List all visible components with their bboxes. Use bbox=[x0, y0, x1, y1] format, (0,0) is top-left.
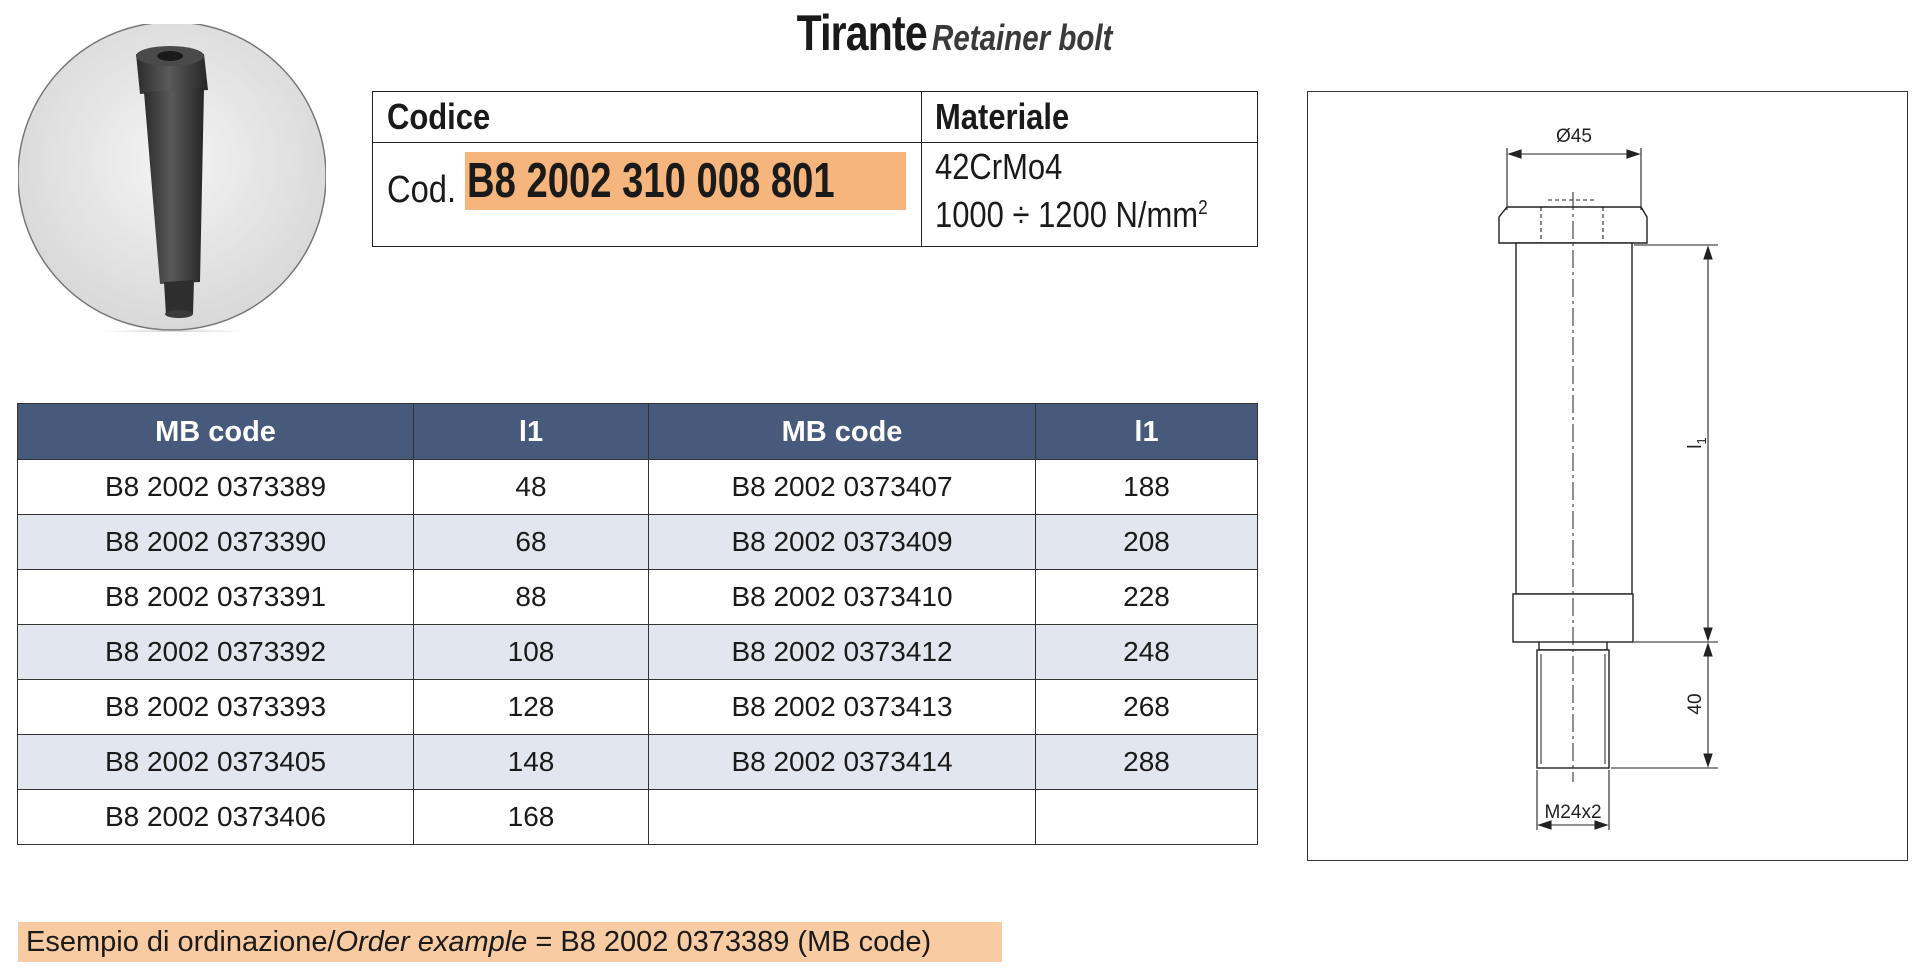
mb-code-cell: B8 2002 0373410 bbox=[649, 570, 1036, 625]
mb-code-cell: B8 2002 0373389 bbox=[18, 460, 414, 515]
table-row bbox=[18, 680, 1258, 735]
material-strength bbox=[935, 194, 1208, 236]
table-header-row bbox=[18, 404, 1258, 460]
dim-length bbox=[1685, 437, 1709, 448]
col-header-l1-2: l1 bbox=[1036, 404, 1258, 460]
dim-length-label: l bbox=[1685, 444, 1706, 449]
code-material-box bbox=[372, 91, 1258, 247]
material-name: 42CrMo4 bbox=[935, 146, 1063, 187]
dim-length-sub: 1 bbox=[1694, 437, 1709, 445]
dim-diameter: Ø45 bbox=[1556, 126, 1592, 147]
mb-code-cell: B8 2002 0373405 bbox=[18, 735, 414, 790]
mb-code-cell: B8 2002 0373406 bbox=[18, 790, 414, 845]
l1-cell: 188 bbox=[1036, 460, 1258, 515]
order-label-en: Order example bbox=[335, 926, 528, 958]
material-strength-value: 1000 ÷ 1200 N/mm bbox=[935, 194, 1199, 235]
mb-code-cell: B8 2002 0373392 bbox=[18, 625, 414, 680]
l1-cell: 68 bbox=[414, 515, 649, 570]
table-row bbox=[18, 570, 1258, 625]
mb-code-cell: B8 2002 0373390 bbox=[18, 515, 414, 570]
material-header: Materiale bbox=[935, 96, 1070, 137]
col-header-mb-code-1: MB code bbox=[18, 404, 414, 460]
column-divider bbox=[921, 92, 922, 246]
mb-code-cell: B8 2002 0373393 bbox=[18, 680, 414, 735]
code-value: B8 2002 310 008 801 bbox=[467, 154, 835, 208]
l1-cell: 88 bbox=[414, 570, 649, 625]
l1-cell bbox=[1036, 790, 1258, 845]
l1-cell: 148 bbox=[414, 735, 649, 790]
product-photo bbox=[18, 24, 326, 332]
table-row bbox=[18, 735, 1258, 790]
code-value-highlight bbox=[465, 152, 906, 210]
l1-cell: 108 bbox=[414, 625, 649, 680]
dim-thread-length: 40 bbox=[1685, 693, 1706, 715]
l1-cell: 128 bbox=[414, 680, 649, 735]
code-prefix: Cod. bbox=[387, 169, 457, 211]
technical-drawing bbox=[1307, 91, 1908, 861]
title-main: Tirante bbox=[796, 5, 928, 61]
l1-cell: 248 bbox=[1036, 625, 1258, 680]
order-example bbox=[18, 922, 1002, 962]
material-strength-sup: 2 bbox=[1198, 197, 1208, 219]
mb-code-cell: B8 2002 0373391 bbox=[18, 570, 414, 625]
table-row bbox=[18, 625, 1258, 680]
table-row bbox=[18, 515, 1258, 570]
l1-cell: 228 bbox=[1036, 570, 1258, 625]
order-value: = B8 2002 0373389 (MB code) bbox=[527, 926, 932, 958]
l1-cell: 168 bbox=[414, 790, 649, 845]
l1-cell: 288 bbox=[1036, 735, 1258, 790]
mb-code-cell bbox=[649, 790, 1036, 845]
l1-cell: 48 bbox=[414, 460, 649, 515]
code-header: Codice bbox=[387, 96, 491, 137]
col-header-mb-code-2: MB code bbox=[649, 404, 1036, 460]
table-row bbox=[18, 790, 1258, 845]
mb-code-cell: B8 2002 0373413 bbox=[649, 680, 1036, 735]
mb-code-table bbox=[17, 403, 1258, 845]
mb-code-cell: B8 2002 0373414 bbox=[649, 735, 1036, 790]
l1-cell: 268 bbox=[1036, 680, 1258, 735]
dim-thread: M24x2 bbox=[1544, 802, 1602, 823]
order-label-it: Esempio di ordinazione/ bbox=[26, 926, 336, 958]
l1-cell: 208 bbox=[1036, 515, 1258, 570]
mb-code-cell: B8 2002 0373407 bbox=[649, 460, 1036, 515]
col-header-l1-1: l1 bbox=[414, 404, 649, 460]
title-sub: Retainer bolt bbox=[931, 17, 1113, 58]
table-row bbox=[18, 460, 1258, 515]
mb-code-cell: B8 2002 0373412 bbox=[649, 625, 1036, 680]
mb-code-cell: B8 2002 0373409 bbox=[649, 515, 1036, 570]
row-divider bbox=[373, 142, 1257, 143]
